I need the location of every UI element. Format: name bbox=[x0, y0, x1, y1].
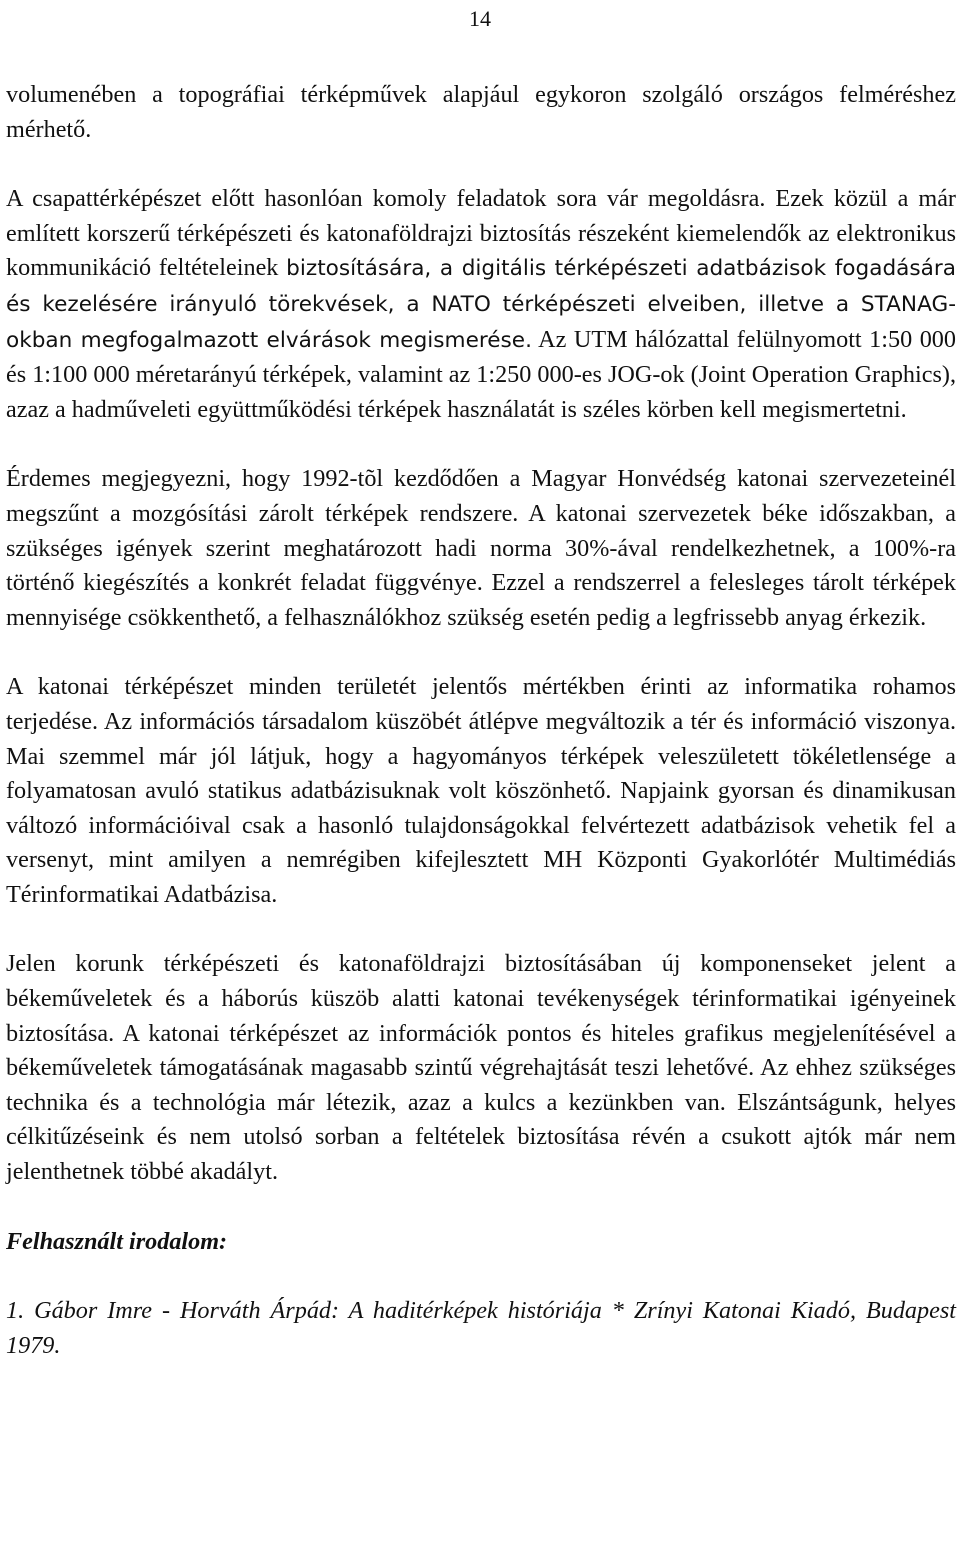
paragraph-1: volumenében a topográfiai térképművek alapjául egykoron szolgáló országos felméréshez mérhető. bbox=[6, 81, 956, 143]
paragraph-5: Jelen korunk térképészeti és katonaföldrajzi biztosításában új komponenseket jelent a békeműveletek és a háborús küszöb alatti katonai tevékenységek térinformatikai igényeinek biztosítása. A katonai térképészet az információk pontos és hiteles grafikus megjelenítésével a békeműveletek támogatásának magasabb szintű végrehajtását teszi lehetővé. Az ehhez szükséges technika és a technológia már létezik, azaz a kulcs a kezünkben van. Elszántságunk, helyes célkitűzéseink és nem utolsó sorban a feltételek biztosítása révén a csukott ajtók már nem jelenthetnek többé akadályt. bbox=[6, 950, 956, 1186]
paragraph-4: A katonai térképészet minden területét jelentős mértékben érinti az informatika rohamos terjedése. Az információs társadalom küszöbét átlépve megváltozik a tér és információ viszonya. Mai szemmel már jól látjuk, hogy a hagyományos térképek veleszületett tökéletlensége a folyamatosan avuló statikus adatbázisuknak volt köszönhető. Napjaink gyorsan és dinamikusan változó információival csak a hasonló tulajdonságokkal felvértezett adatbázisok vehetik fel a versenyt, mint amilyen a nemrégiben kifejlesztett MH Központi Gyakorlótér Multimédiás Térinformatikai Adatbázisa. bbox=[6, 673, 956, 908]
paragraph-2-part-1: A csapattérképészet előtt hasonlóan komoly feladatok sora vár megoldásra. Ezek közül a már említett korszerű térképészeti és katonaföldrajzi biztosítás részeként kiemelendők az elektronikus kommunikáció feltételeinek bbox=[6, 185, 956, 282]
page-number: 14 bbox=[469, 6, 491, 31]
document-body bbox=[6, 78, 956, 1363]
bibliography-heading: Felhasznált irodalom: bbox=[6, 1227, 228, 1255]
paragraph-2 bbox=[6, 182, 956, 427]
paragraph-2-part-2: biztosítására, a digitális térképészeti adatbázisok fogadására és kezelésére irányuló törekvések, a NATO térképészeti elveiben, illetve a STANAG-okban megfogalmazott elvárások megismerése. bbox=[6, 256, 956, 353]
paragraph-3: Érdemes megjegyezni, hogy 1992-tõl kezdődően a Magyar Honvédség katonai szervezeteinél megszűnt a mozgósítási zárolt térképek rendszere. A katonai szervezetek béke időszakban, a szükséges igények szerint meghatározott hadi norma 30%-ával rendelkezhetnek, a 100%-ra történő kiegészítés a konkrét feladat függvénye. Ezzel a rendszerrel a felesleges tárolt térképek mennyisége csökkenthető, a felhasználókhoz szükség esetén pedig a legfrissebb anyag érkezik. bbox=[6, 465, 956, 631]
bibliography-entry: 1. Gábor Imre - Horváth Árpád: A haditérképek históriája * Zrínyi Katonai Kiadó, Budapest 1979. bbox=[6, 1297, 956, 1359]
paragraph-2-part-3: Az UTM hálózattal felülnyomott 1:50 000 és 1:100 000 méretarányú térképek, valamint az 1:250 000-es JOG-ok (Joint Operation Graphics), azaz a hadműveleti együttműködési térképek használatát is széles körben kell megismertetni. bbox=[6, 325, 956, 423]
